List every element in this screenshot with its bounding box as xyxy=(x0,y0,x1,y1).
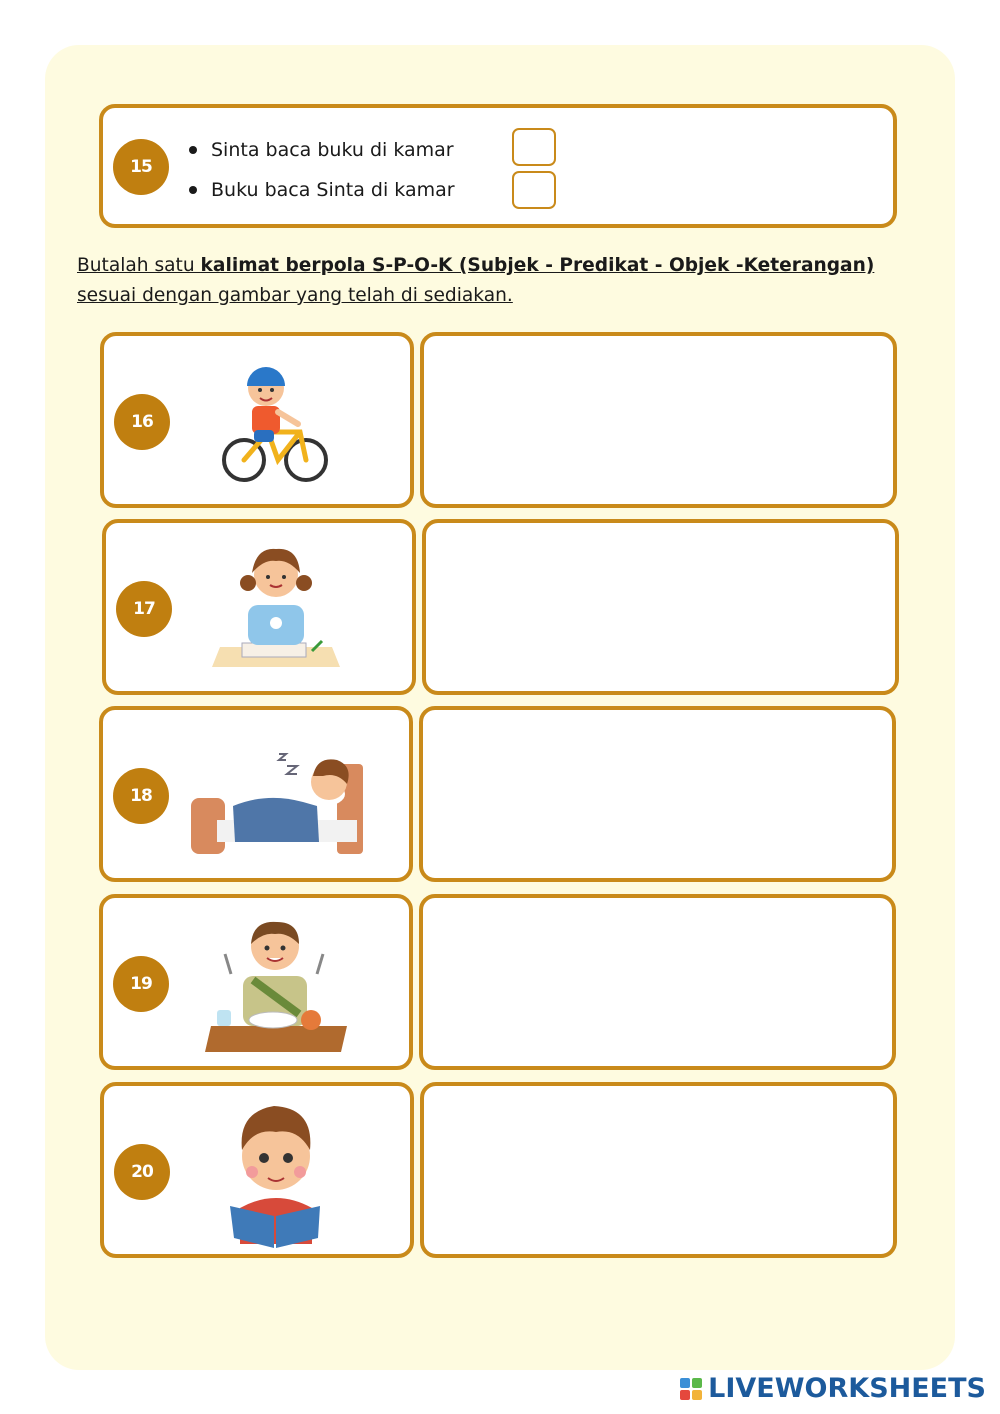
instruction-part-2: sesuai dengan gambar yang telah di sediakan. xyxy=(77,285,513,306)
answer-box-17[interactable] xyxy=(422,519,899,695)
question-number-badge: 20 xyxy=(114,1144,170,1200)
boy-reading-book-picture xyxy=(216,1098,336,1248)
picture-box-19 xyxy=(99,894,413,1070)
logo-tile xyxy=(680,1378,690,1388)
picture-box-18 xyxy=(99,706,413,882)
liveworksheets-logo xyxy=(680,1373,986,1404)
picture-box-16 xyxy=(100,332,414,508)
logo-text: LIVEWORKSHEETS xyxy=(708,1373,986,1404)
answer-box-18[interactable] xyxy=(419,706,896,882)
girl-writing-at-desk-picture xyxy=(212,543,342,673)
instruction-bold: kalimat berpola S-P-O-K (Subjek - Predikat - Objek -Keterangan) xyxy=(200,255,875,276)
question-number-badge: 17 xyxy=(116,581,172,637)
option-2-checkbox[interactable] xyxy=(512,171,556,209)
answer-option-1: Sinta baca buku di kamar xyxy=(185,130,455,170)
answer-box-19[interactable] xyxy=(419,894,896,1070)
question-number-badge: 18 xyxy=(113,768,169,824)
picture-box-17 xyxy=(102,519,416,695)
boy-eating-meal-picture xyxy=(201,914,351,1054)
question-number-badge: 15 xyxy=(113,139,169,195)
option-1-checkbox[interactable] xyxy=(512,128,556,166)
instruction-text xyxy=(77,251,907,311)
question-15-box xyxy=(99,104,897,228)
boy-riding-bicycle-picture xyxy=(220,360,330,490)
answer-box-20[interactable] xyxy=(420,1082,897,1258)
logo-tile xyxy=(680,1390,690,1400)
answer-options-list xyxy=(185,130,455,210)
logo-mark-icon xyxy=(680,1378,702,1400)
answer-option-2: Buku baca Sinta di kamar xyxy=(185,170,455,210)
question-number-badge: 19 xyxy=(113,956,169,1012)
question-number-badge: 16 xyxy=(114,394,170,450)
logo-tile xyxy=(692,1378,702,1388)
answer-box-16[interactable] xyxy=(420,332,897,508)
instruction-part-1: Butalah satu xyxy=(77,255,201,276)
logo-tile xyxy=(692,1390,702,1400)
picture-box-20 xyxy=(100,1082,414,1258)
boy-sleeping-in-bed-picture xyxy=(187,746,367,856)
